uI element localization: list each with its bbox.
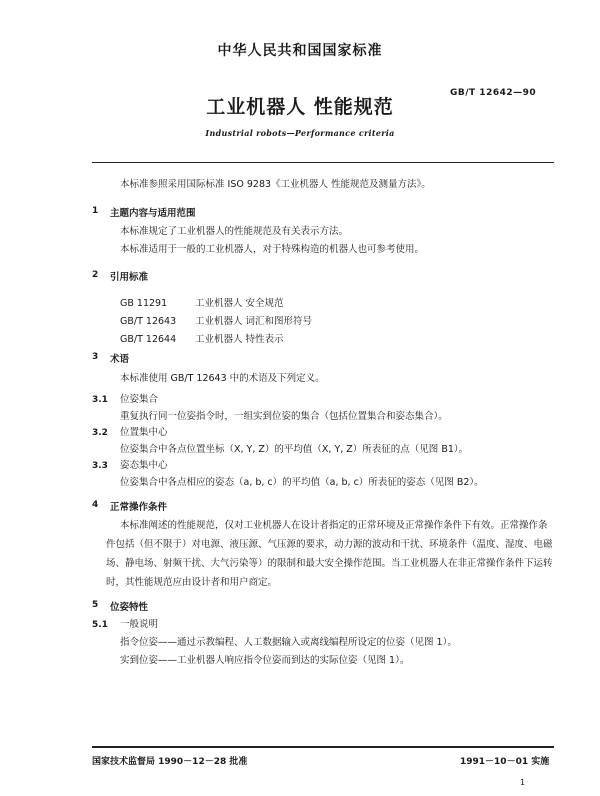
section-5-title: 位姿特性 <box>110 602 149 613</box>
reference-code: GB/T 12643 <box>120 316 177 327</box>
section-4-text: 本标准阐述的性能规范，仅对工业机器人在设计者指定的正常环境及正常操作条件下有效。正常操作条件包括（但不限于）对电源、液压源、气压源的要求，动力源的波动和干扰、环境条件（温度、湿度、电磁场、静电场、射频干扰、大气污染等）的限制和最大安全操作范围。当工业机器人在非正常操作条件下运转时，其性能规范应由设计者和用户商定。 <box>106 520 553 588</box>
page-number: 1 <box>520 778 526 787</box>
clause-3-2-text: 位姿集合中各点位置坐标（X, Y, Z）的平均值（X, Y, Z）所表征的点（见图 B1）。 <box>120 444 469 455</box>
section-2-number: 2 <box>92 270 99 280</box>
reference-item <box>120 295 284 309</box>
section-3-intro: 本标准使用 GB/T 12643 中的术语及下列定义。 <box>120 373 325 384</box>
clause-5-1-para-1: 指令位姿——通过示教编程、人工数据输入或离线编程所设定的位姿（见图 1）。 <box>120 637 457 648</box>
title-chinese: 工业机器人 性能规范 <box>206 96 394 118</box>
title-english: Industrial robots—Performance criteria <box>205 128 395 138</box>
reference-item <box>120 313 312 327</box>
clause-3-3-number: 3.3 <box>92 461 108 471</box>
preface: 本标准参照采用国际标准 ISO 9283《工业机器人 性能规范及测量方法》。 <box>120 179 431 190</box>
clause-3-1-number: 3.1 <box>92 395 108 405</box>
approval-date: 国家技术监督局 1990－12－28 批准 <box>92 757 248 767</box>
reference-item <box>120 331 284 345</box>
clause-3-3-title: 姿态集中心 <box>120 460 168 471</box>
clause-5-1-title: 一般说明 <box>120 619 159 630</box>
reference-code: GB/T 12644 <box>120 334 177 345</box>
reference-name: 工业机器人 安全规范 <box>195 298 284 309</box>
section-3-number: 3 <box>92 352 99 362</box>
clause-5-1-number: 5.1 <box>92 620 108 630</box>
footer-divider <box>92 746 554 748</box>
reference-code: GB 11291 <box>120 298 168 309</box>
clause-3-1-text: 重复执行同一位姿指令时，一组实到位姿的集合（包括位置集合和姿态集合）。 <box>120 411 448 422</box>
header-divider <box>92 162 554 163</box>
reference-name: 工业机器人 词汇和图形符号 <box>195 316 313 327</box>
standard-code: GB/T 12642—90 <box>450 88 537 98</box>
issuing-org: 中华人民共和国国家标准 <box>217 43 383 59</box>
section-4-title: 正常操作条件 <box>110 502 168 513</box>
clause-3-2-title: 位置集中心 <box>120 427 168 438</box>
section-1-para-2: 本标准适用于一般的工业机器人，对于特殊构造的机器人也可参考使用。 <box>120 244 425 255</box>
section-4-number: 4 <box>92 500 99 510</box>
reference-name: 工业机器人 特性表示 <box>195 334 284 345</box>
section-5-number: 5 <box>92 600 99 610</box>
clause-5-1-para-2: 实到位姿——工业机器人响应指令位姿而到达的实际位姿（见图 1）。 <box>120 655 410 666</box>
section-3-title: 术语 <box>110 354 130 365</box>
section-1-number: 1 <box>92 206 99 216</box>
section-1-title: 主题内容与适用范围 <box>110 208 196 219</box>
clause-3-3-text: 位姿集合中各点相应的姿态（a, b, c）的平均值（a, b, c）所表征的姿态（见图 B2）。 <box>120 477 484 488</box>
clause-3-1-title: 位姿集合 <box>120 394 159 405</box>
section-1-para-1: 本标准规定了工业机器人的性能规范及有关表示方法。 <box>120 226 349 237</box>
effective-date: 1991－10－01 实施 <box>460 757 550 767</box>
clause-3-2-number: 3.2 <box>92 428 108 438</box>
section-2-title: 引用标准 <box>110 272 149 283</box>
